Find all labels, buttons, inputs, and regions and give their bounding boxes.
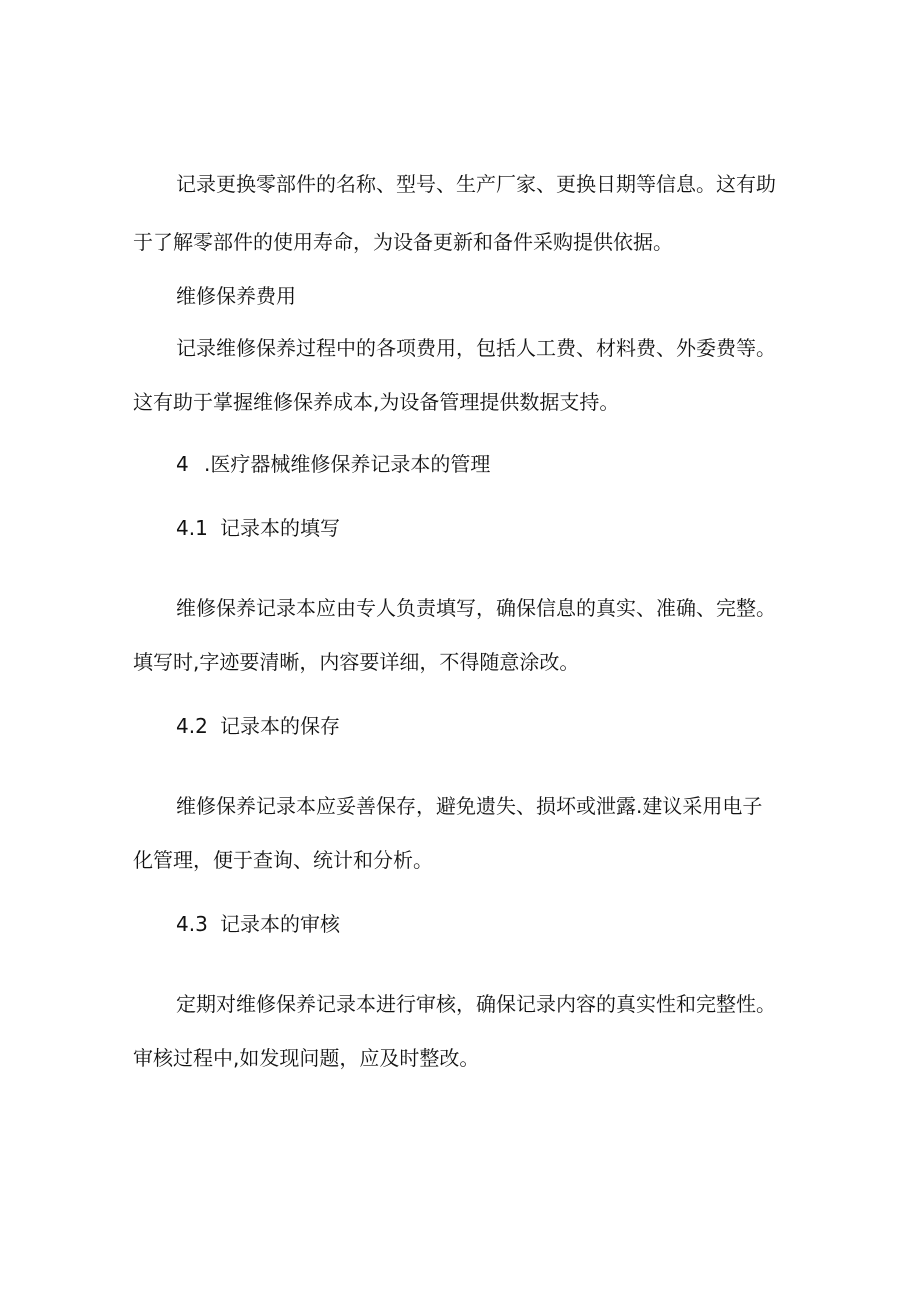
paragraph-storage-line-2: 化管理，便于查询、统计和分析。 bbox=[133, 848, 433, 872]
paragraph-parts-line-2: 于了解零部件的使用寿命，为设备更新和备件采购提供依据。 bbox=[133, 230, 673, 254]
section-number: 4 bbox=[176, 452, 189, 476]
section-number: 4.2 bbox=[176, 714, 208, 738]
paragraph-filling-line-2: 填写时,字迹要清晰，内容要详细，不得随意涂改。 bbox=[133, 650, 580, 674]
heading-section-4-2 bbox=[176, 712, 340, 740]
heading-section-4-1 bbox=[176, 514, 340, 542]
section-title: 记录本的填写 bbox=[220, 516, 340, 540]
heading-maintenance-cost: 维修保养费用 bbox=[176, 284, 296, 308]
heading-section-4 bbox=[176, 450, 490, 478]
paragraph-review-line-2: 审核过程中,如发现问题，应及时整改。 bbox=[133, 1046, 480, 1070]
paragraph-cost-line-1: 记录维修保养过程中的各项费用，包括人工费、材料费、外委费等。 bbox=[176, 336, 776, 360]
section-number: 4.3 bbox=[176, 912, 208, 936]
paragraph-storage-line-1: 维修保养记录本应妥善保存，避免遗失、损坏或泄露.建议采用电子 bbox=[176, 794, 763, 818]
paragraph-review-line-1: 定期对维修保养记录本进行审核，确保记录内容的真实性和完整性。 bbox=[176, 992, 776, 1016]
section-number: 4.1 bbox=[176, 516, 208, 540]
paragraph-cost-line-2: 这有助于掌握维修保养成本,为设备管理提供数据支持。 bbox=[133, 390, 620, 414]
paragraph-filling-line-1: 维修保养记录本应由专人负责填写，确保信息的真实、准确、完整。 bbox=[176, 596, 776, 620]
section-title: 记录本的审核 bbox=[220, 912, 340, 936]
section-title: 记录本的保存 bbox=[220, 714, 340, 738]
section-title: .医疗器械维修保养记录本的管理 bbox=[204, 452, 491, 476]
paragraph-parts-line-1: 记录更换零部件的名称、型号、生产厂家、更换日期等信息。这有助 bbox=[176, 172, 776, 196]
heading-section-4-3 bbox=[176, 910, 340, 938]
